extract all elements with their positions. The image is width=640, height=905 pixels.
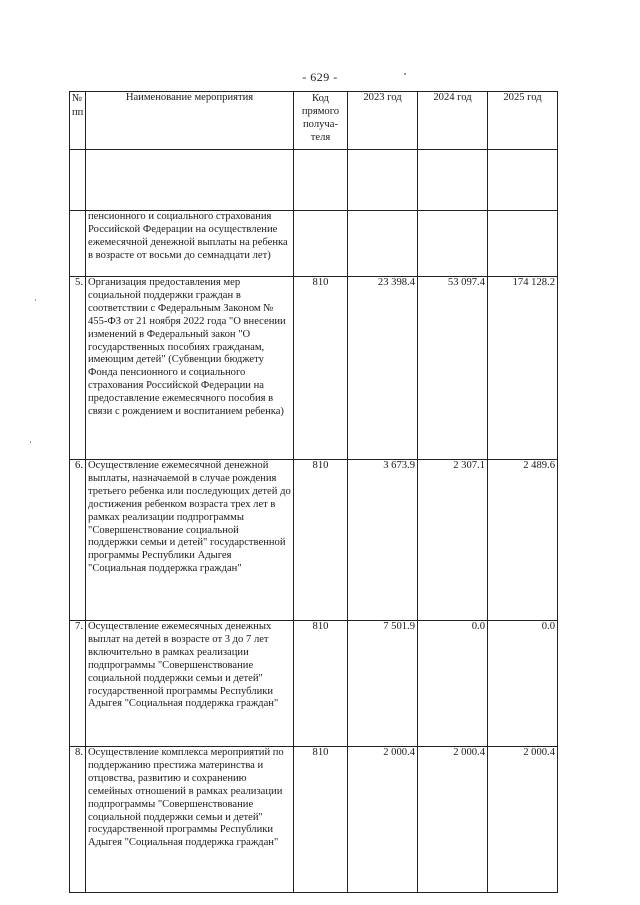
budget-table — [69, 91, 558, 893]
row-number: 8. — [70, 747, 86, 893]
row-value-2023: 23 398.4 — [348, 277, 418, 460]
row-number: 7. — [70, 621, 86, 747]
row-number: 5. — [70, 277, 86, 460]
row-code: 810 — [294, 747, 348, 893]
row-code: 810 — [294, 277, 348, 460]
row-name: Организация предоставления мер социальной поддержки граждан в соответствии с Федеральным Законом № 455-ФЗ от 21 ноября 2022 года "О внесении изменений в Федеральный закон "О государственных пособиях гражданам, имеющим детей" (Субвенции бюджету Фонда пенсионного и социального страхования Российской Федерации на предоставление ежемесячного пособия в связи с рождением и воспитанием ребенка) — [86, 277, 294, 460]
header-year-2024: 2024 год — [418, 92, 488, 150]
row-value-2023: 7 501.9 — [348, 621, 418, 747]
row-value-2023: 3 673.9 — [348, 460, 418, 621]
row-name: пенсионного и социального страхования Российской Федерации на осуществление ежемесячной денежной выплаты на ребенка в возрасте от восьми до семнадцати лет) — [86, 211, 294, 277]
page-number: - 629 - — [302, 70, 338, 84]
scan-speck — [35, 299, 36, 301]
scan-speck — [404, 73, 406, 75]
header-year-2025: 2025 год — [488, 92, 558, 150]
row-code: 810 — [294, 460, 348, 621]
table-row-continuation — [70, 211, 558, 277]
table-row — [70, 747, 558, 893]
row-value-2024: 0.0 — [418, 621, 488, 747]
scan-speck — [30, 441, 31, 443]
row-value-2025: 0.0 — [488, 621, 558, 747]
row-name: Осуществление ежемесячных денежных выплат на детей в возрасте от 3 до 7 лет включительно в рамках реализации подпрограммы "Совершенствование социальной поддержки семьи и детей" государственной программы Республики Адыгея "Социальная поддержка граждан" — [86, 621, 294, 747]
row-value-2025: 2 000.4 — [488, 747, 558, 893]
row-value-2025: 2 489.6 — [488, 460, 558, 621]
row-name: Осуществление комплекса мероприятий по поддержанию престижа материнства и отцовства, развитию и сохранению семейных отношений в рамках реализации подпрограммы "Совершенствование социальной поддержки семьи и детей" государственной программы Республики Адыгея "Социальная поддержка граждан" — [86, 747, 294, 893]
row-value-2024: 53 097.4 — [418, 277, 488, 460]
row-value-2024: 2 307.1 — [418, 460, 488, 621]
table-header-row — [70, 92, 558, 150]
table-row — [70, 277, 558, 460]
header-number: № пп — [70, 92, 86, 150]
row-name: Осуществление ежемесячной денежной выплаты, назначаемой в случае рождения третьего ребенка или последующих детей до достижения ребенком возраста трех лет в рамках реализации подпрограммы "Совершенствование социальной поддержки семьи и детей" государственной программы Республики Адыгея "Социальная поддержка граждан" — [86, 460, 294, 621]
header-name: Наименование мероприятия — [86, 92, 294, 150]
table-spacer-row — [70, 150, 558, 211]
table-row — [70, 460, 558, 621]
row-value-2024: 2 000.4 — [418, 747, 488, 893]
table-row — [70, 621, 558, 747]
header-recipient-code: Код прямого получа-теля — [294, 92, 348, 150]
row-code: 810 — [294, 621, 348, 747]
header-year-2023: 2023 год — [348, 92, 418, 150]
row-number: 6. — [70, 460, 86, 621]
row-value-2023: 2 000.4 — [348, 747, 418, 893]
row-value-2025: 174 128.2 — [488, 277, 558, 460]
